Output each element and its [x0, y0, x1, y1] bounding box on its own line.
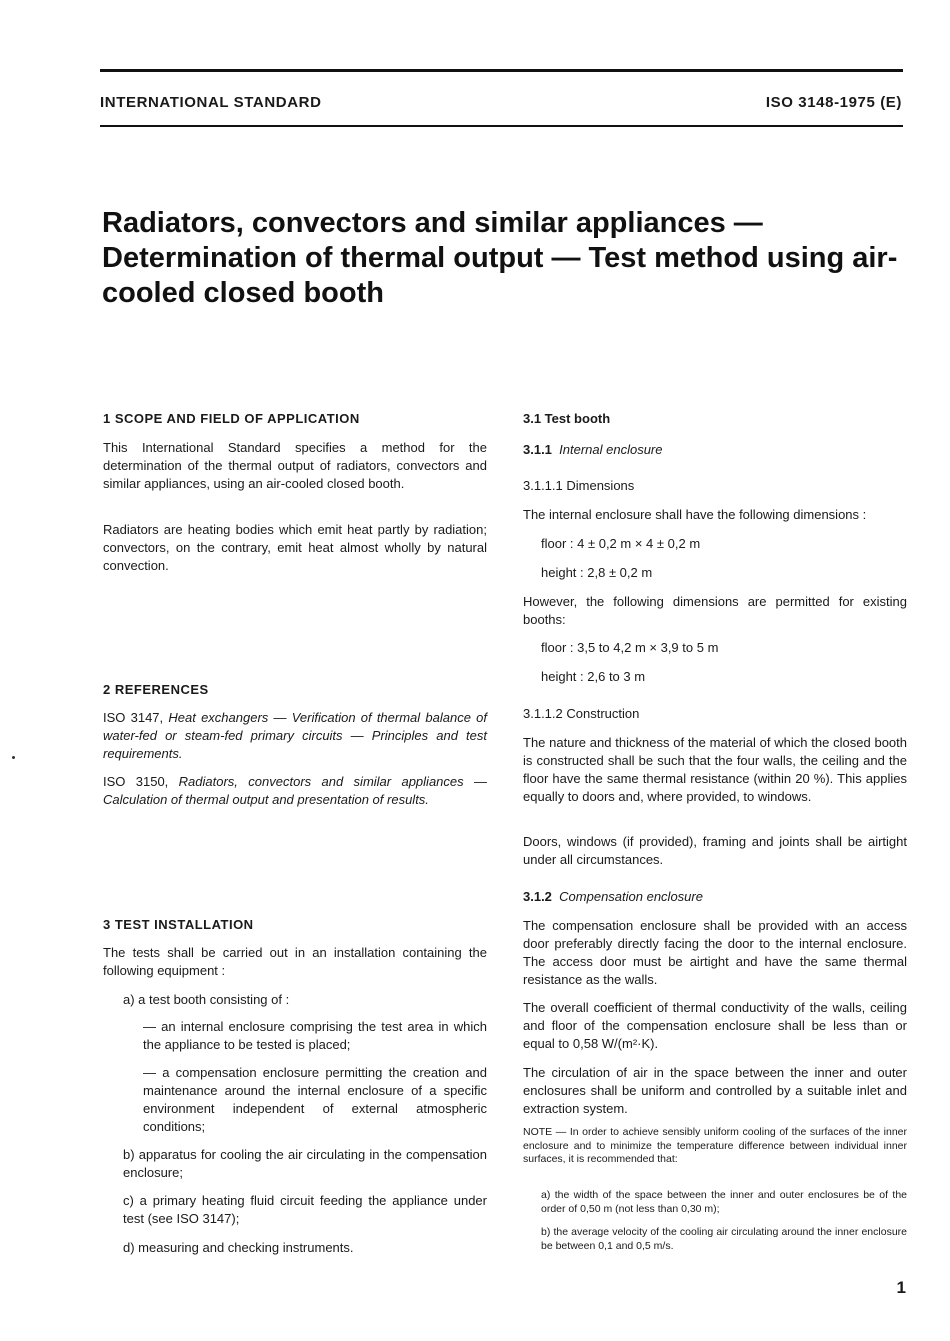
list-item-a-sub-1: — an internal enclosure comprising the test area in which the appliance to be tested is placed;	[143, 1019, 487, 1052]
clause-number: 3.1.1	[523, 442, 552, 457]
reference-iso-3147	[103, 709, 487, 763]
however-paragraph: However, the following dimensions are permitted for existing booths:	[523, 594, 907, 627]
note-paragraph: NOTE — In order to achieve sensibly uniform cooling of the surfaces of the inner enclosure and to minimize the temperature difference between individual inner surfaces, it is recommended that:	[523, 1126, 907, 1165]
header-standard-number: ISO 3148-1975 (E)	[765, 94, 902, 111]
subsection-3-1-1-1-heading: 3.1.1.1 Dimensions	[523, 478, 635, 493]
section-1-heading: 1 SCOPE AND FIELD OF APPLICATION	[103, 411, 360, 426]
list-item-a: a) a test booth consisting of :	[123, 992, 290, 1007]
header-top-rule	[100, 69, 903, 72]
reference-code: ISO 3147,	[103, 710, 164, 725]
subsection-3-1-heading: 3.1 Test booth	[523, 411, 611, 426]
section-3-paragraph: The tests shall be carried out in an installation containing the following equipment :	[103, 945, 487, 978]
compensation-paragraph-3: The circulation of air in the space between the inner and outer enclosures shall be uniform and controlled by a suitable inlet and extraction system.	[523, 1065, 907, 1116]
section-1-paragraph-2: Radiators are heating bodies which emit heat partly by radiation; convectors, on the contrary, emit heat almost wholly by natural convection.	[103, 522, 487, 573]
compensation-paragraph-2: The overall coefficient of thermal conductivity of the walls, ceiling and floor of the compensation enclosure shall be less than or equal to 0,58 W/(m²·K).	[523, 1000, 907, 1051]
compensation-paragraph-1: The compensation enclosure shall be provided with an access door preferably directly facing the door to the internal enclosure. The access door must be airtight and have the same thermal resistance as the walls.	[523, 918, 907, 987]
clause-title: Internal enclosure	[559, 442, 663, 457]
reference-title: Radiators, convectors and similar appliances — Calculation of thermal output and presentation of results.	[103, 774, 487, 807]
height-dimension: height : 2,8 ± 0,2 m	[541, 565, 653, 580]
subsection-3-1-2-heading	[523, 888, 703, 906]
dimensions-paragraph: The internal enclosure shall have the following dimensions :	[523, 507, 867, 522]
margin-dot	[12, 756, 15, 759]
subsection-3-1-1-2-heading: 3.1.1.2 Construction	[523, 706, 640, 721]
page-number: 1	[896, 1278, 906, 1297]
list-item-c: c) a primary heating fluid circuit feeding the appliance under test (see ISO 3147);	[123, 1193, 487, 1226]
document-title: Radiators, convectors and similar appliances — Determination of thermal output — Test method using air-cooled closed booth	[102, 207, 898, 309]
section-2-heading: 2 REFERENCES	[103, 682, 209, 697]
construction-paragraph-1: The nature and thickness of the material of which the closed booth is constructed shall be such that the four walls, the ceiling and the floor have the same thermal resistance (within 20 %). This applies equally to doors and, where provided, to windows.	[523, 735, 907, 804]
construction-paragraph-2: Doors, windows (if provided), framing and joints shall be airtight under all circumstances.	[523, 834, 907, 867]
subsection-3-1-1-heading	[523, 441, 663, 459]
header-bottom-rule	[100, 125, 903, 127]
clause-title: Compensation enclosure	[559, 889, 703, 904]
note-item-b: b) the average velocity of the cooling air circulating around the inner enclosure be between 0,1 and 0,5 m/s.	[541, 1226, 907, 1252]
reference-title: Heat exchangers — Verification of thermal balance of water-fed or steam-fed primary circuits — Principles and test requirements.	[103, 710, 487, 761]
floor-dimension: floor : 4 ± 0,2 m × 4 ± 0,2 m	[541, 536, 701, 551]
header-standard-label: INTERNATIONAL STANDARD	[100, 94, 322, 111]
section-1-paragraph-1: This International Standard specifies a method for the determination of the thermal output of radiators, convectors and similar appliances, using an air-cooled closed booth.	[103, 440, 487, 491]
reference-iso-3150	[103, 773, 487, 809]
list-item-d: d) measuring and checking instruments.	[123, 1240, 354, 1255]
list-item-b: b) apparatus for cooling the air circulating in the compensation enclosure;	[123, 1147, 487, 1180]
list-item-a-sub-2: — a compensation enclosure permitting the creation and maintenance around the internal enclosure of a specific environment independent of external atmospheric conditions;	[143, 1065, 487, 1134]
section-3-heading: 3 TEST INSTALLATION	[103, 917, 254, 932]
clause-number: 3.1.2	[523, 889, 552, 904]
reference-code: ISO 3150,	[103, 774, 169, 789]
height-dimension-existing: height : 2,6 to 3 m	[541, 669, 646, 684]
floor-dimension-existing: floor : 3,5 to 4,2 m × 3,9 to 5 m	[541, 640, 719, 655]
note-item-a: a) the width of the space between the inner and outer enclosures be of the order of 0,50 m (not less than 0,30 m);	[541, 1189, 907, 1215]
